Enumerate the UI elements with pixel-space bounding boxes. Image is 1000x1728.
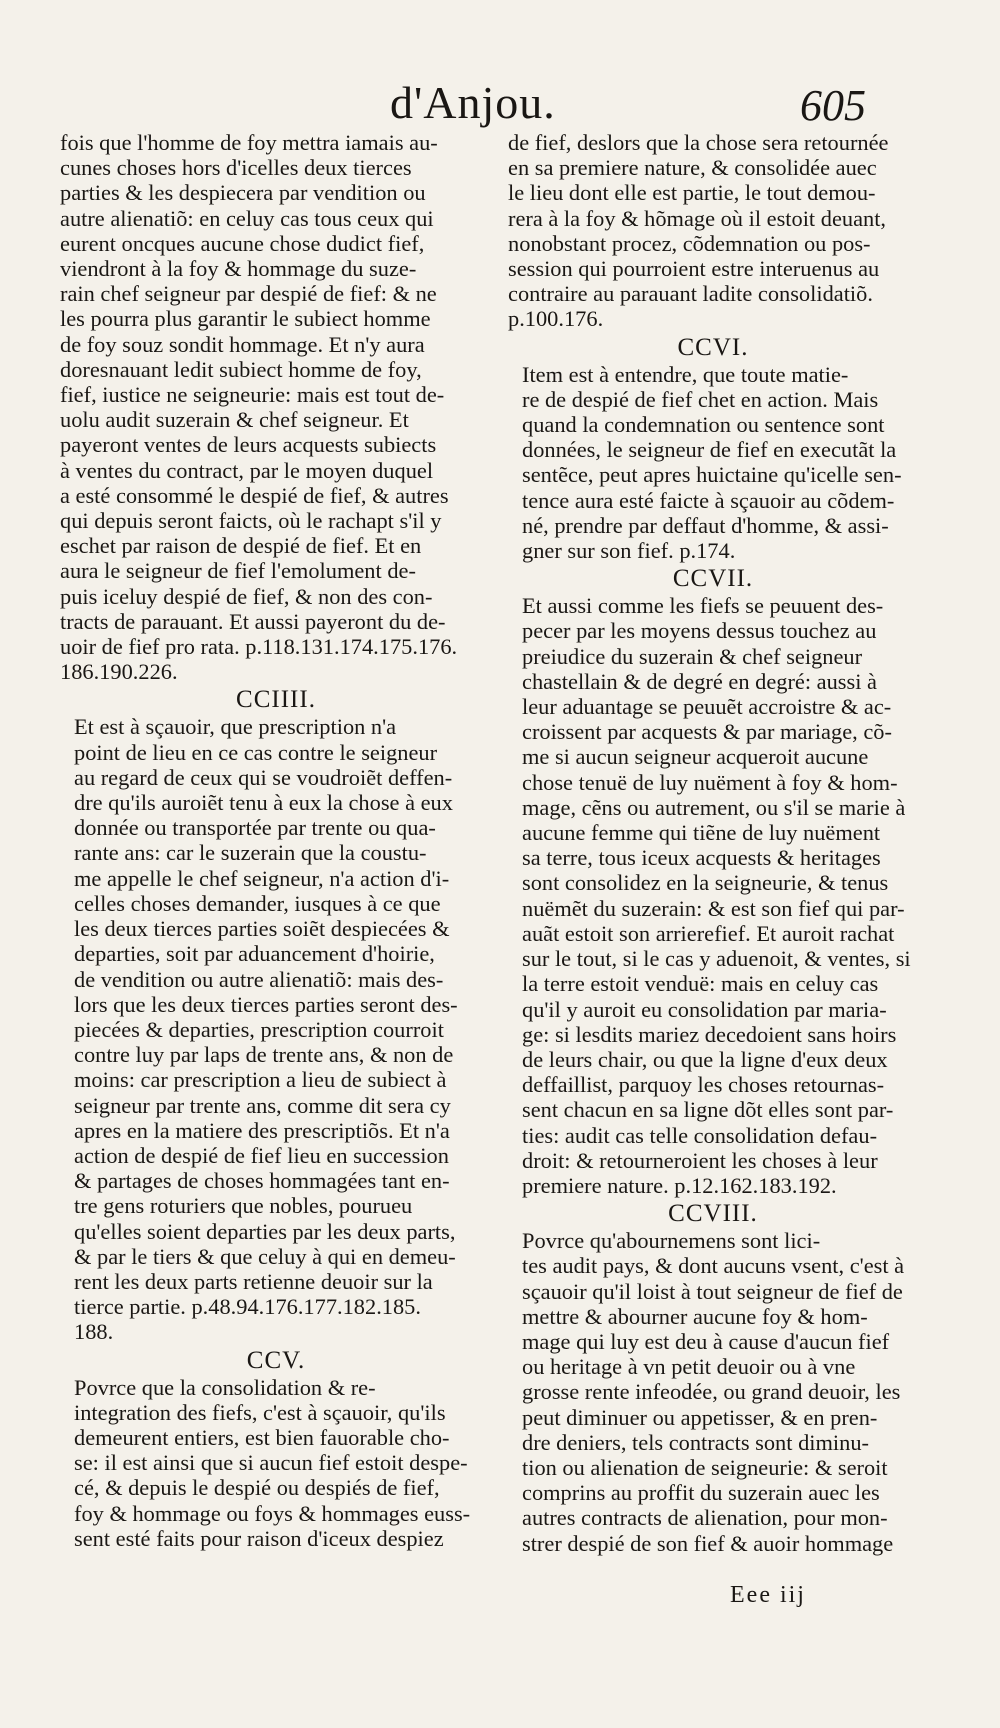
text-line: aucune femme qui tiẽne de luy nuëment [522, 820, 881, 846]
text-line: sent chacun en sa ligne dõt elles sont par- [522, 1097, 894, 1123]
text-line: nonobstant procez, cõdemnation ou pos- [508, 230, 871, 256]
text-line: les deux tierces parties soiẽt despiecées & [74, 916, 450, 942]
text-line: tre gens roturiers que nobles, pourueu [74, 1193, 413, 1219]
paragraph [508, 1228, 918, 1556]
text-line: session qui pourroient estre interuenus au [508, 256, 880, 282]
text-line: premiere nature. p.12.162.183.192. [522, 1172, 837, 1198]
text-line: doresnauant ledit subiect homme de foy, [60, 356, 422, 382]
text-line: autres contracts de alienation, pour mon- [522, 1505, 888, 1531]
text-line: rante ans: car le suzerain que la coustu- [74, 840, 427, 866]
text-line: p.100.176. [508, 306, 604, 332]
text-line: sent esté faits pour raison d'iceux despiez [74, 1525, 444, 1551]
page-number: 605 [800, 81, 866, 130]
text-line: quand la condemnation ou sentence sont [522, 412, 885, 438]
text-line: fief, iustice ne seigneurie: mais est tout de- [60, 382, 445, 408]
text-line: integration des fiefs, c'est à sçauoir, qu'ils [74, 1399, 446, 1425]
article-heading-ccviii: CCVIII. [668, 1200, 758, 1228]
text-line: apres en la matiere des prescriptiõs. Et n'a [74, 1117, 450, 1143]
text-line: les pourra plus garantir le subiect homme [60, 306, 431, 332]
paragraph [508, 362, 918, 564]
text-line: tierce partie. p.48.94.176.177.182.185. [74, 1294, 421, 1320]
article-heading-cciiii: CCIIII. [236, 686, 316, 714]
text-line: mage, cẽns ou autrement, ou s'il se marie à [522, 794, 906, 820]
text-line: uoir de fief pro rata. p.118.131.174.175.176. [60, 634, 458, 660]
text-line: ties: audit cas telle consolidation defau- [522, 1122, 878, 1148]
text-line: parties & les despiecera par vendition ou [60, 180, 426, 206]
text-line: deffaillist, parquoy les choses retournas- [522, 1072, 885, 1098]
text-line: la terre estoit venduë: mais en celuy cas [522, 971, 879, 997]
text-line: piecées & departies, prescription courroit [74, 1016, 444, 1042]
text-line: grosse rente infeodée, ou grand deuoir, les [522, 1379, 901, 1405]
running-head: d'Anjou. [390, 77, 556, 128]
signature-mark: Eee iij [730, 1582, 806, 1608]
text-line: données, le seigneur de fief en executãt la [522, 437, 897, 463]
text-line: cunes choses hors d'icelles deux tierces [60, 155, 412, 181]
text-line: preiudice du suzerain & chef seigneur [522, 643, 863, 669]
text-line: tion ou alienation de seigneurie: & seroit [522, 1454, 888, 1480]
text-line: chastellain & de degré en degré: aussi à [522, 668, 877, 694]
text-line: fois que l'homme de foy mettra iamais au- [60, 130, 438, 155]
text-line: celles choses demander, iusques à ce que [74, 890, 441, 916]
text-line: Povrce qu'abournemens sont lici- [522, 1228, 821, 1254]
text-line: contre luy par laps de trente ans, & non de [74, 1042, 454, 1068]
text-line: ge: si lesdits mariez decedoient sans hoirs [522, 1021, 897, 1047]
text-line: de vendition ou autre alienatiõ: mais des- [74, 966, 444, 992]
paragraph [508, 130, 918, 332]
text-line: donnée ou transportée par trente ou qua- [74, 815, 436, 841]
text-line: contraire au parauant ladite consolidatiõ. [508, 281, 873, 307]
text-line: peut diminuer ou appetisser, & en pren- [522, 1404, 878, 1430]
text-line: re de despié de fief chet en action. Mais [522, 386, 879, 412]
text-line: me si aucun seigneur acqueroit aucune [522, 744, 869, 770]
text-line: cé, & depuis le despié ou despiés de fief, [74, 1475, 440, 1501]
text-line: eschet par raison de despié de fief. Et en [60, 533, 422, 559]
text-line: droit: & retourneroient les choses à leur [522, 1147, 878, 1173]
text-line: demeurent entiers, est bien fauorable cho- [74, 1424, 450, 1450]
text-line: au regard de ceux qui se voudroiẽt deffen- [74, 764, 453, 790]
text-line: 188. [74, 1319, 114, 1345]
text-line: aura le seigneur de fief l'emolument de- [60, 558, 416, 584]
text-line: de foy souz sondit hommage. Et n'y aura [60, 331, 425, 357]
text-line: point de lieu en ce cas contre le seigneur [74, 739, 438, 765]
text-line: a esté consommé le despié de fief, & autres [60, 482, 449, 508]
text-line: croissent par acquests & par mariage, cõ- [522, 719, 892, 745]
text-line: strer despié de son fief & auoir hommage [522, 1530, 894, 1556]
text-line: & par le tiers & que celuy à qui en demeu- [74, 1243, 456, 1269]
text-line: seigneur par trente ans, comme dit sera cy [74, 1092, 451, 1118]
text-line: puis iceluy despié de fief, & non des con- [60, 583, 433, 609]
text-line: de fief, deslors que la chose sera retournée [508, 130, 889, 155]
text-line: foy & hommage ou foys & hommages euss- [74, 1500, 471, 1526]
text-line: comprins au proffit du suzerain auec les [522, 1480, 880, 1506]
text-line: viendront à la foy & hommage du suze- [60, 256, 417, 282]
text-line: moins: car prescription a lieu de subiect à [74, 1067, 447, 1093]
text-line: Et aussi comme les fiefs se peuuent des- [522, 593, 884, 619]
text-line: mettre & abourner aucune foy & hom- [522, 1303, 868, 1329]
text-line: de leurs chair, ou que la ligne d'eux deux [522, 1046, 888, 1072]
text-line: 186.190.226. [60, 659, 178, 685]
text-line: tes audit pays, & dont aucuns vsent, c'est à [522, 1253, 905, 1279]
text-line: Item est à entendre, que toute matie- [522, 361, 849, 387]
text-line: en sa premiere nature, & consolidée auec [508, 155, 877, 181]
text-line: mage qui luy est deu à cause d'aucun fief [522, 1328, 890, 1354]
text-line: nuëmẽt du suzerain: & est son fief qui par- [522, 895, 905, 921]
text-line: né, prendre par deffaut d'homme, & assi- [522, 512, 889, 538]
text-line: gner sur son fief. p.174. [522, 538, 736, 564]
text-line: rent les deux parts retienne deuoir sur la [74, 1268, 433, 1294]
text-line: dre deniers, tels contracts sont diminu- [522, 1429, 869, 1455]
text-line: tracts de parauant. Et aussi payeront du de- [60, 608, 446, 634]
text-line: rain chef seigneur par despié de fief: & ne [60, 281, 437, 307]
text-line: lors que les deux tierces parties seront des- [74, 991, 458, 1017]
text-line: rera à la foy & hõmage où il estoit deuant, [508, 205, 887, 231]
text-line: tence aura esté faicte à sçauoir au cõdem- [522, 487, 895, 513]
text-line: Et est à sçauoir, que prescription n'a [74, 714, 397, 740]
text-line: à ventes du contract, par le moyen duquel [60, 457, 434, 483]
text-line: & partages de choses hommagées tant en- [74, 1168, 450, 1194]
text-line: chose tenuë de luy nuëment à foy & hom- [522, 769, 898, 795]
left-column [60, 130, 492, 1551]
text-line: se: il est ainsi que si aucun fief estoit despe- [74, 1450, 468, 1476]
text-line: dre qu'ils auroiẽt tenu à eux la chose à eux [74, 790, 453, 816]
text-line: qu'elles soient departies par les deux parts, [74, 1218, 456, 1244]
text-line: qui depuis seront faicts, où le rachapt s'il y [60, 508, 442, 534]
paragraph [60, 714, 492, 1344]
text-line: sçauoir qu'il loist à tout seigneur de fief de [522, 1278, 903, 1304]
paragraph [60, 130, 492, 684]
text-line: autre alienatiõ: en celuy cas tous ceux qui [60, 205, 434, 231]
article-heading-ccv: CCV. [246, 1346, 306, 1374]
text-line: sont consolidez en la seigneurie, & tenus [522, 870, 889, 896]
text-line: leur aduantage se peuuẽt accroistre & ac- [522, 694, 892, 720]
text-line: action de despié de fief lieu en succession [74, 1142, 449, 1168]
article-heading-ccvi: CCVI. [677, 333, 749, 361]
text-line: payeront ventes de leurs acquests subiects [60, 432, 437, 458]
text-line: departies, soit par aduancement d'hoirie, [74, 941, 435, 967]
text-line: sur le tout, si le cas y aduenoit, & ventes, si [522, 946, 911, 972]
text-line: eurent oncques aucune chose dudict fief, [60, 230, 425, 256]
text-line: le lieu dont elle est partie, le tout demou- [508, 180, 876, 206]
article-heading-ccvii: CCVII. [672, 565, 754, 593]
text-line: sa terre, tous iceux acquests & heritages [522, 845, 881, 871]
paragraph [60, 1375, 492, 1551]
text-line: pecer par les moyens dessus touchez au [522, 618, 877, 644]
text-line: auãt estoit son arrierefief. Et auroit rachat [522, 920, 895, 946]
text-line: uolu audit suzerain & chef seigneur. Et [60, 407, 409, 433]
text-line: Povrce que la consolidation & re- [74, 1374, 376, 1400]
right-column [508, 130, 918, 1556]
text-line: me appelle le chef seigneur, n'a action d'i- [74, 865, 450, 891]
text-line: ou heritage à vn petit deuoir ou à vne [522, 1354, 856, 1380]
text-line: qu'il y auroit eu consolidation par maria- [522, 996, 887, 1022]
paragraph [508, 593, 918, 1198]
text-line: sentẽce, peut apres huictaine qu'icelle sen- [522, 462, 902, 488]
